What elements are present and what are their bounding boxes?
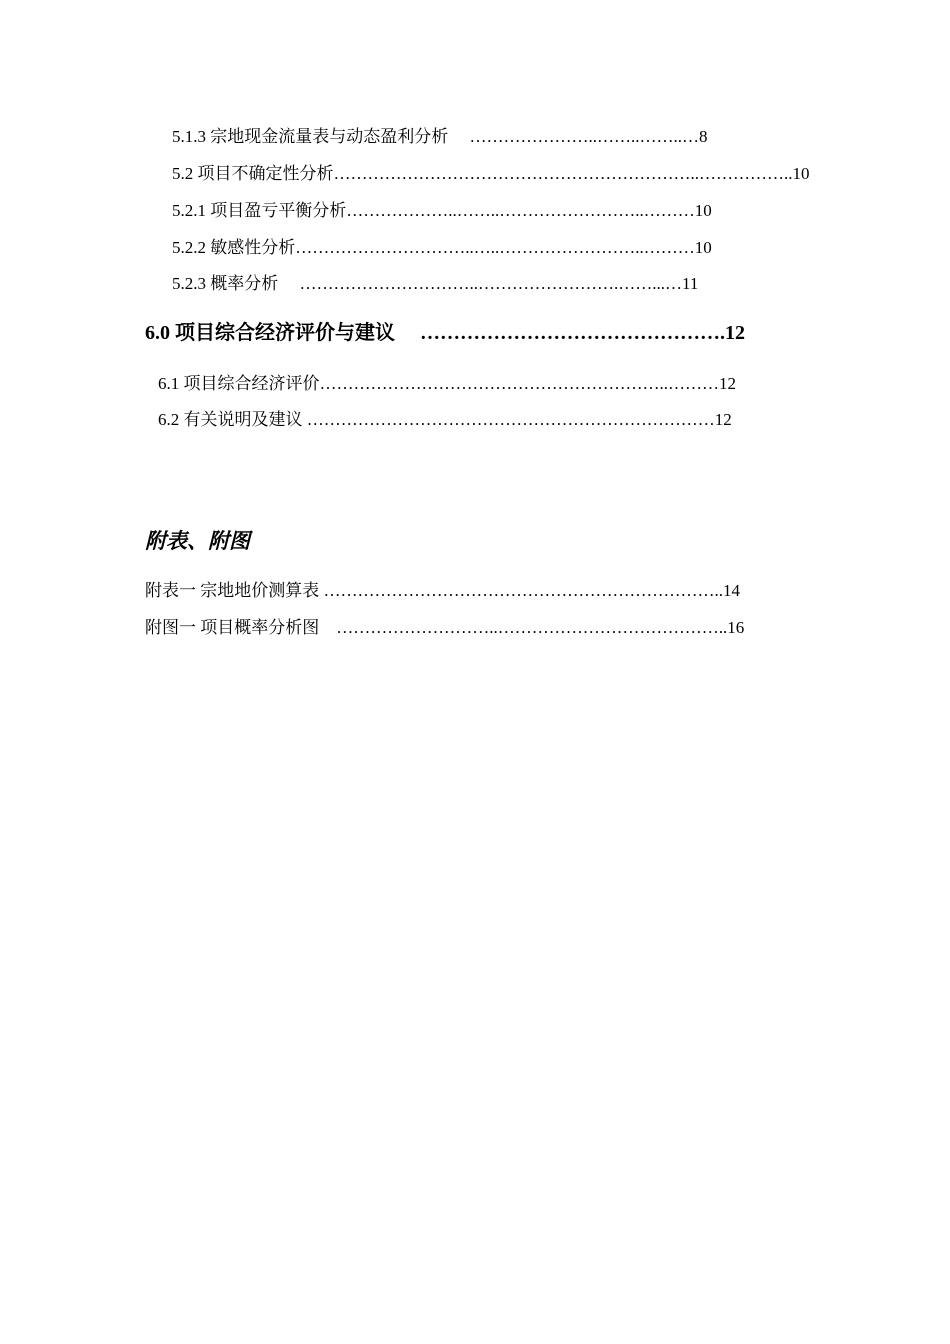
toc-entry-5-2: 5.2 项目不确定性分析………………………………………………………..……………..10 <box>172 164 810 183</box>
toc-entry-6-0: 6.0 项目综合经济评价与建议 ……………………………………….12 <box>145 322 745 344</box>
toc-entry-appendix-figure-1: 附图一 项目概率分析图 ………………………..…………………………………..16 <box>145 618 745 637</box>
toc-entry-6-2: 6.2 有关说明及建议 ………………………………………………………………12 <box>158 410 732 429</box>
toc-entry-5-2-1: 5.2.1 项目盈亏平衡分析………………..……..……………………..………10 <box>172 201 712 220</box>
toc-entry-5-2-3: 5.2.3 概率分析 …………………………..…………………….……...…11 <box>172 274 699 293</box>
toc-entry-appendix-table-1: 附表一 宗地地价测算表 ……………………………………………………………..14 <box>145 581 740 600</box>
toc-entry-5-1-3: 5.1.3 宗地现金流量表与动态盈利分析 …………………..……..……..…8 <box>172 127 708 146</box>
appendix-heading: 附表、附图 <box>145 529 250 553</box>
toc-entry-5-2-2: 5.2.2 敏感性分析…………………………..…..……………………..………10 <box>172 238 712 257</box>
toc-entry-6-1: 6.1 项目综合经济评价……………………………………………………..………12 <box>158 374 736 393</box>
